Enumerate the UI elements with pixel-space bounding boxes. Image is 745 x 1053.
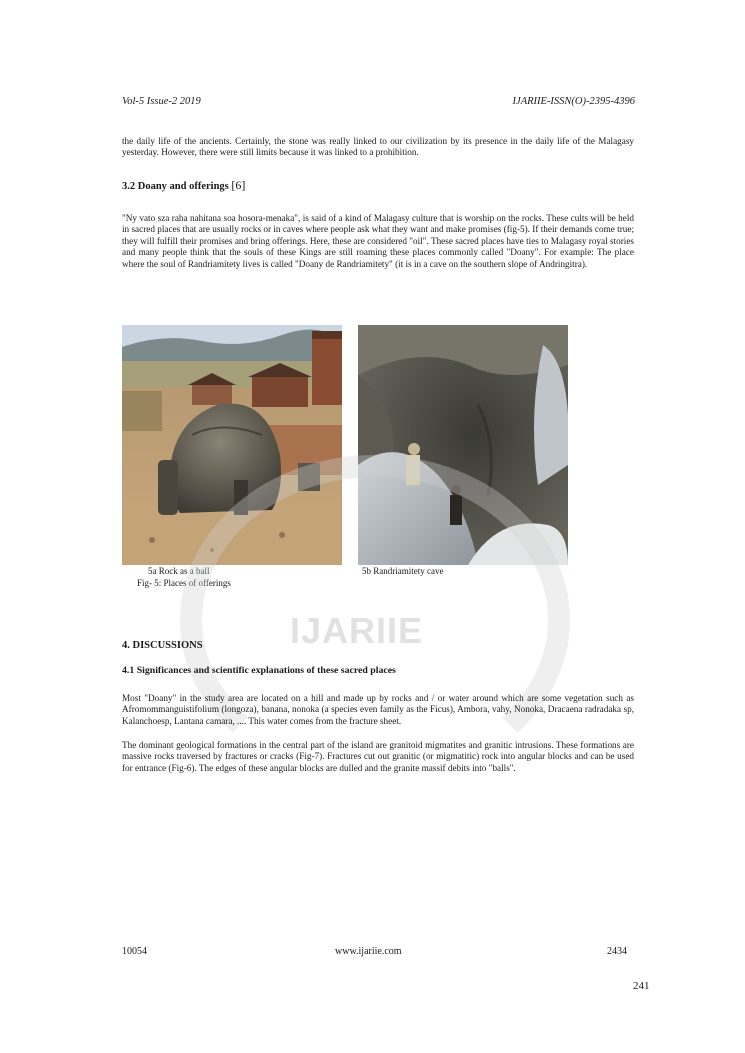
rock-ball-image <box>122 325 342 565</box>
watermark-logo: IJARIIE <box>290 610 424 651</box>
section-4-1-paragraph-2: The dominant geological formations in the central part of the island are granitoid migmatites and granitic intrusions. These formations are massive rocks traversed by fractures or cracks (Fig-7). Fractures cut out granitic (or migmatitic) rock into angular blocks and can be used for entrance (Fig-6). The edges of these angular blocks are dulled and the granite massif debits into "balls". <box>122 740 634 773</box>
footer-website: www.ijariie.com <box>335 946 402 957</box>
header-issn: IJARIIE-ISSN(O)-2395-4396 <box>512 96 635 107</box>
intro-paragraph: the daily life of the ancients. Certainly, the stone was really linked to our civilization by its presence in the daily life of the Malagasy yesterday. However, there were still limits because it was linked to a prohibition. <box>122 136 634 158</box>
section-4-heading: 4. DISCUSSIONS <box>122 640 203 651</box>
figure-5b-caption: 5b Randriamitety cave <box>362 566 444 576</box>
cave-image <box>358 325 568 565</box>
figure-5b-photo <box>358 325 568 565</box>
section-3-2-reference: [6] <box>231 178 246 192</box>
footer-right: 2434 <box>607 946 627 957</box>
section-4-1-heading: 4.1 Significances and scientific explanations of these sacred places <box>122 665 396 676</box>
figure-5a-photo <box>122 325 342 565</box>
header-volume: Vol-5 Issue-2 2019 <box>122 96 201 107</box>
section-3-2-title: 3.2 Doany and offerings <box>122 181 229 192</box>
section-3-2-heading <box>122 178 245 193</box>
section-3-2-paragraph: "Ny vato sza raha nahitana soa hosora-menaka", is said of a kind of Malagasy culture that is worship on the rocks. These cults will be held in sacred places that are usually rocks or in caves where people ask what they want and make promises (fig-5). If their demands come true; they will fulfill their promises and bring offerings. Here, these are considered "oil". These sacred places have ties to Malagasy royal stories and many people think that the souls of these Kings are still roaming these places commonly called "Doany". For example: The place where the soul of Randriamitety lives is called "Doany de Randriamitety" (it is in a cave on the southern slope of Andringitra). <box>122 213 634 269</box>
figure-5-title: Fig- 5: Places of offerings <box>137 578 231 588</box>
page-number: 241 <box>633 980 650 992</box>
figure-5a-caption: 5a Rock as a ball <box>148 566 210 576</box>
section-4-1-paragraph-1: Most "Doany" in the study area are located on a hill and made up by rocks and / or water around which are some vegetation such as Afromommanguistifolium (longoza), banana, nonoka (a species even family as the Ficus), Ambora, vahy, Nonoka, Dracaena radradaka sp, Kalanchoesp, Lantana camara, .... This water comes from the fracture sheet. <box>122 693 634 726</box>
footer-left: 10054 <box>122 946 147 957</box>
